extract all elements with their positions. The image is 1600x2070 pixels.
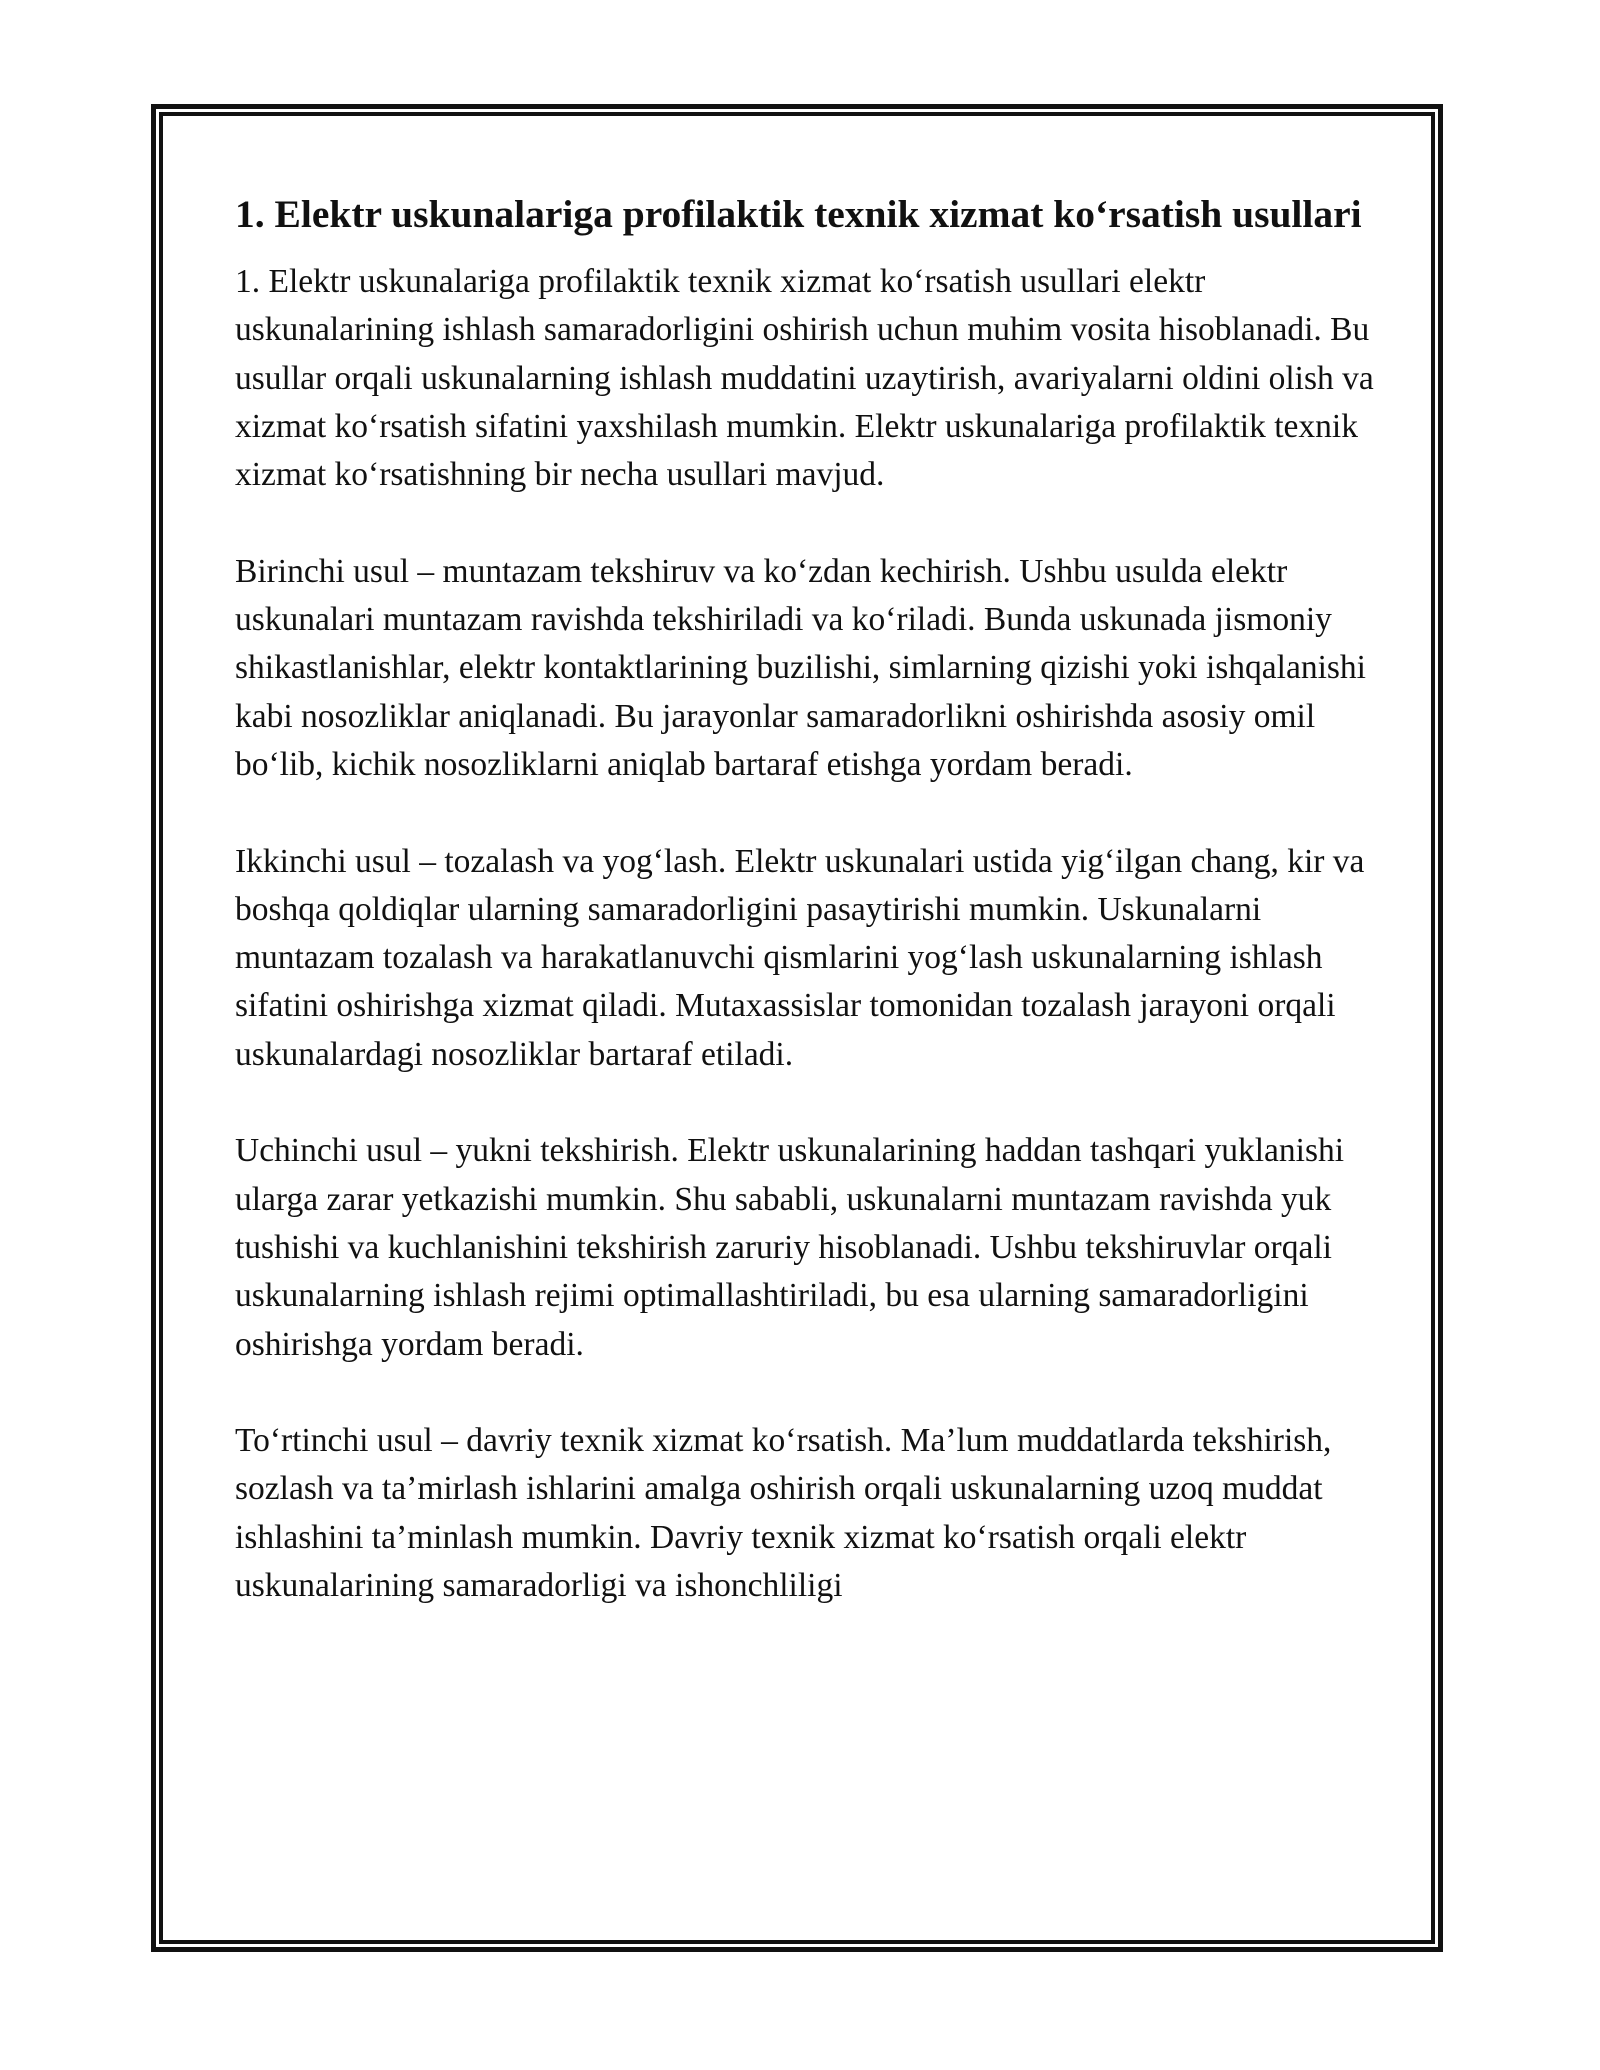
document-body [235,186,1375,1610]
paragraph-method-1: Birinchi usul – muntazam tekshiruv va ko‘zdan kechirish. Ushbu usulda elektr uskunalari muntazam ravishda tekshiriladi va ko‘riladi. Bunda uskunada jismoniy shikastlanishlar, elektr kontaktlarining buzilishi, simlarning qizishi yoki ishqalanishi kabi nosozliklar aniqlanadi. Bu jarayonlar samaradorlikni oshirishda asosiy omil bo‘lib, kichik nosozliklarni aniqlab bartaraf etishga yordam beradi. [235,552,1366,783]
section-title: 1. Elektr uskunalariga profilaktik texnik xizmat ko‘rsatish usullari [235,192,1362,236]
paragraph-method-4: To‘rtinchi usul – davriy texnik xizmat ko‘rsatish. Ma’lum muddatlarda tekshirish, sozlash va ta’mirlash ishlarini amalga oshirish orqali uskunalarning uzoq muddat ishlashini ta’minlash mumkin. Davriy texnik xizmat ko‘rsatish orqali elektr uskunalarining samaradorligi va ishonchliligi [235,1422,1332,1605]
paragraph-method-3: Uchinchi usul – yukni tekshirish. Elektr uskunalarining haddan tashqari yuklanishi ularga zarar yetkazishi mumkin. Shu sababli, uskunalarni muntazam ravishda yuk tushishi va kuchlanishini tekshirish zaruriy hisoblanadi. Ushbu tekshiruvlar orqali uskunalarning ishlash rejimi optimallashtiriladi, bu esa ularning samaradorligini oshirishga yordam beradi. [235,1132,1345,1363]
paragraph-intro: 1. Elektr uskunalariga profilaktik texnik xizmat ko‘rsatish usullari elektr uskunalarining ishlash samaradorligini oshirish uchun muhim vosita hisoblanadi. Bu usullar orqali uskunalarning ishlash muddatini uzaytirish, avariyalarni oldini olish va xizmat ko‘rsatish sifatini yaxshilash mumkin. Elektr uskunalariga profilaktik texnik xizmat ko‘rsatishning bir necha usullari mavjud. [235,263,1374,494]
paragraph-method-2: Ikkinchi usul – tozalash va yog‘lash. Elektr uskunalari ustida yig‘ilgan chang, kir va boshqa qoldiqlar ularning samaradorligini pasaytirishi mumkin. Uskunalarni muntazam tozalash va harakatlanuvchi qismlarini yog‘lash uskunalarning ishlash sifatini oshirishga xizmat qiladi. Mutaxassislar tomonidan tozalash jarayoni orqali uskunalardagi nosozliklar bartaraf etiladi. [235,842,1365,1073]
